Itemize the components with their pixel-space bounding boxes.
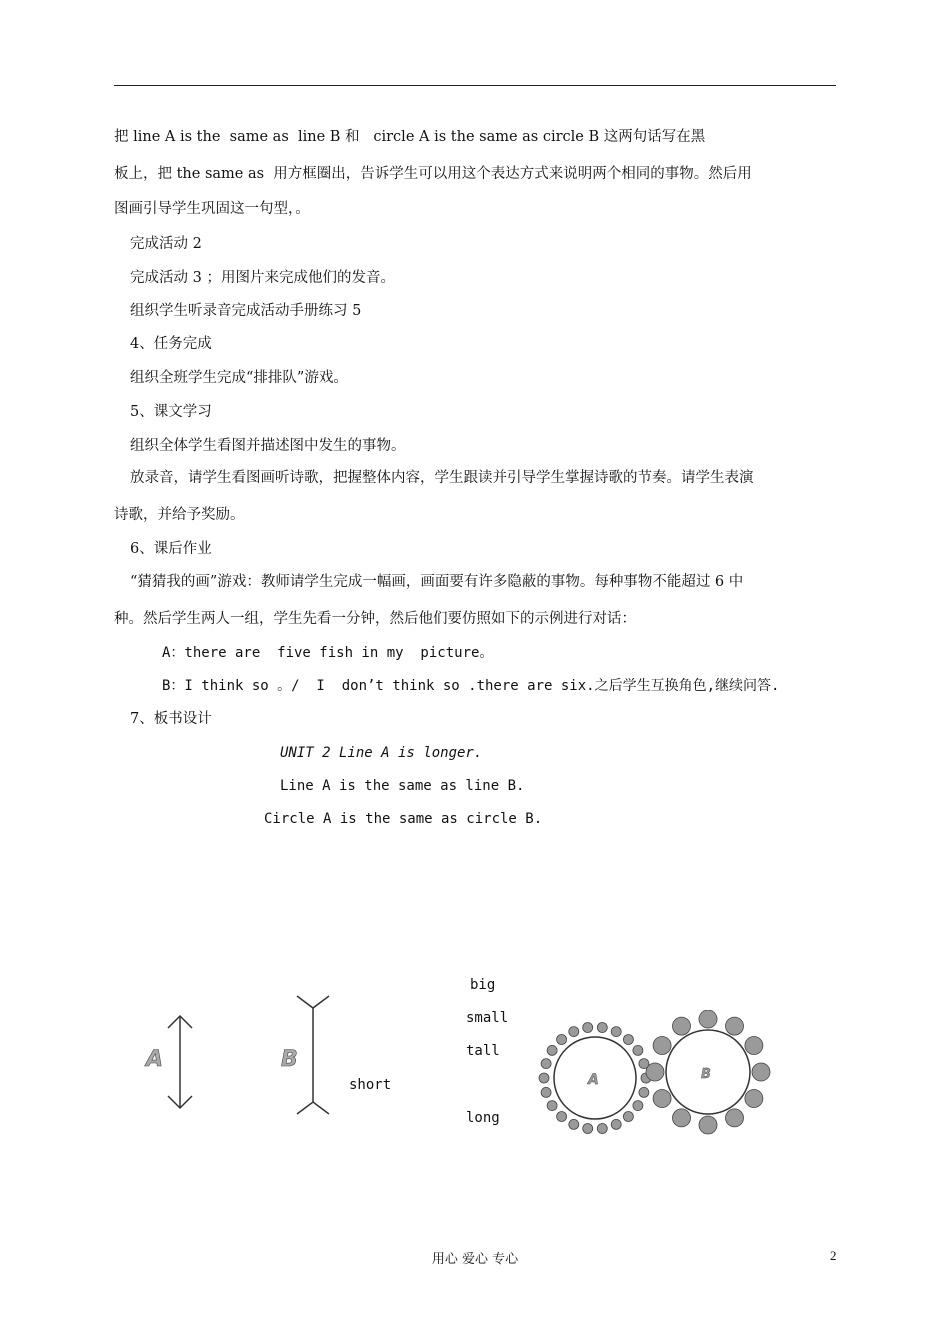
paragraph-2-line-2: 诗歌，并给予奖励。: [114, 507, 245, 523]
large-ring-dot: [699, 1116, 717, 1134]
small-ring-dot: [539, 1073, 549, 1083]
line-b-label: B: [281, 1047, 298, 1072]
large-ring-dot: [699, 1010, 717, 1028]
small-ring-dot: [597, 1124, 607, 1134]
small-ring-dot: [611, 1119, 621, 1129]
small-ring-dot: [569, 1119, 579, 1129]
line-a-label: A: [146, 1047, 164, 1072]
small-ring-dot: [633, 1101, 643, 1111]
small-ring-dot: [541, 1087, 551, 1097]
word-long: long: [466, 1110, 500, 1126]
small-ring-dot: [639, 1087, 649, 1097]
small-ring-dot: [583, 1124, 593, 1134]
describe-line: 组织全体学生看图并描述图中发生的事物。: [130, 438, 406, 454]
word-small: small: [466, 1010, 509, 1026]
page-number: 2: [830, 1248, 837, 1263]
paragraph-3-line-2: 种。然后学生两人一组，学生先看一分钟，然后他们要仿照如下的示例进行对话：: [114, 611, 636, 627]
board-title: UNIT 2 Line A is longer.: [280, 745, 483, 761]
line-a-illustration: [140, 1010, 210, 1115]
circle-a-label: A: [588, 1072, 599, 1088]
circle-b-label: B: [701, 1067, 711, 1082]
paragraph-1-line-2: 板上，把 the same as 用方框圈出，告诉学生可以用这个表达方式来说明两个相同的事物。然后用: [114, 166, 752, 182]
activity-2-line: 完成活动 2: [130, 236, 202, 252]
dialog-a: A：there are five fish in my picture。: [162, 645, 494, 661]
small-ring-dot: [623, 1112, 633, 1122]
section-7-heading: 7、板书设计: [130, 711, 212, 727]
small-ring-dot: [583, 1023, 593, 1033]
large-ring-dot: [745, 1090, 763, 1108]
line-b-illustration: [275, 990, 345, 1120]
large-ring-dot: [653, 1090, 671, 1108]
small-ring-dot: [611, 1027, 621, 1037]
small-ring-dot: [623, 1035, 633, 1045]
small-ring-dot: [557, 1112, 567, 1122]
game-line: 组织全班学生完成“排排队”游戏。: [130, 370, 348, 386]
circles-illusion: [538, 1010, 778, 1140]
large-ring-dot: [673, 1017, 691, 1035]
small-ring-dot: [547, 1045, 557, 1055]
small-ring-dot: [557, 1035, 567, 1045]
section-6-heading: 6、课后作业: [130, 541, 212, 557]
large-ring-dot: [726, 1017, 744, 1035]
paragraph-3-line-1: “猜猜我的画”游戏：教师请学生完成一幅画，画面要有许多隐蔽的事物。每种事物不能超过 6 中: [130, 574, 744, 590]
large-ring-dot: [673, 1109, 691, 1127]
word-tall: tall: [466, 1043, 500, 1059]
word-short: short: [349, 1077, 392, 1093]
small-ring-dot: [597, 1023, 607, 1033]
dialog-b: B：I think so 。/ I don’t think so .there are six.之后学生互换角色,继续问答.: [162, 678, 780, 694]
small-ring-dot: [569, 1027, 579, 1037]
section-4-heading: 4、任务完成: [130, 336, 212, 352]
paragraph-2-line-1: 放录音，请学生看图画听诗歌，把握整体内容，学生跟读并引导学生掌握诗歌的节奏。请学生表演: [130, 470, 754, 486]
board-line-1: Line A is the same as line B.: [280, 778, 525, 794]
footer-slogan: 用心 爱心 专心: [431, 1252, 519, 1267]
large-ring-dot: [726, 1109, 744, 1127]
paragraph-1-line-3: 图画引导学生巩固这一句型，。: [114, 201, 310, 217]
activity-3-line: 完成活动 3 ；用图片来完成他们的发音。: [130, 270, 395, 286]
large-ring-dot: [745, 1037, 763, 1055]
small-ring-dot: [633, 1045, 643, 1055]
paragraph-1-line-1: 把 line A is the same as line B 和 circle A is the same as circle B 这两句话写在黑: [114, 129, 706, 145]
section-5-heading: 5、课文学习: [130, 404, 212, 420]
small-ring-dot: [541, 1059, 551, 1069]
large-ring-dot: [752, 1063, 770, 1081]
board-line-2: Circle A is the same as circle B.: [264, 811, 543, 827]
large-ring-dot: [646, 1063, 664, 1081]
header-rule: [114, 85, 836, 86]
large-ring-dot: [653, 1037, 671, 1055]
word-big: big: [470, 977, 496, 993]
workbook-line: 组织学生听录音完成活动手册练习 5: [130, 303, 362, 319]
small-ring-dot: [547, 1101, 557, 1111]
